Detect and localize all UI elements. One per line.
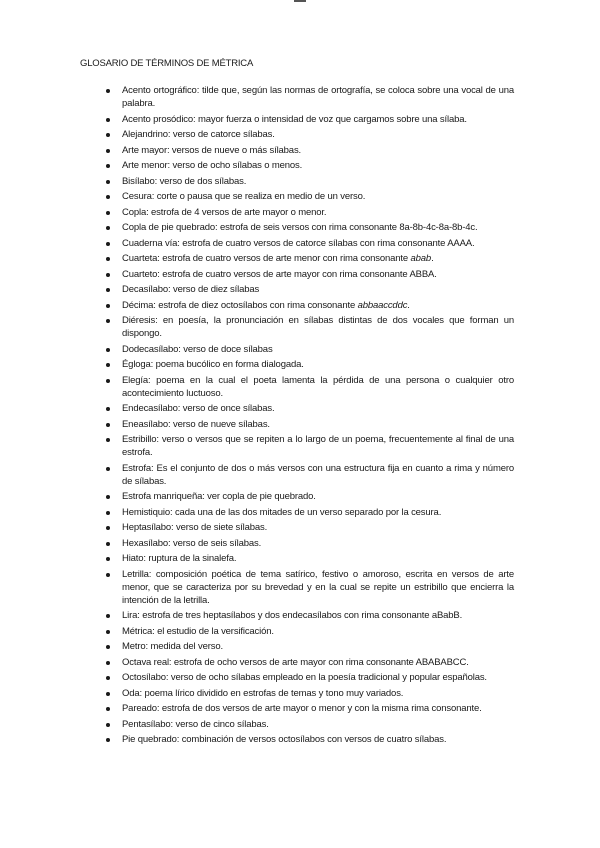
bullet-icon xyxy=(106,438,110,442)
glossary-item-text xyxy=(122,434,514,458)
glossary-definition: Decasílabo: verso de diez sílabas xyxy=(122,284,260,295)
bullet-icon xyxy=(106,118,110,122)
glossary-item xyxy=(122,221,514,234)
glossary-definition: Pareado: estrofa de dos versos de arte mayor o menor y con la misma rima consonante. xyxy=(122,703,482,714)
glossary-definition: Arte mayor: versos de nueve o más sílabas. xyxy=(122,144,302,156)
rhyme-scheme: abab xyxy=(410,253,432,264)
glossary-item xyxy=(122,537,514,550)
glossary-item-text xyxy=(122,734,446,745)
glossary-definition: Hemistiquio: cada una de las dos mitades de un verso separado por la cesura. xyxy=(122,506,442,518)
glossary-item-text xyxy=(122,507,441,518)
glossary-item-text xyxy=(122,191,365,202)
glossary-item-text xyxy=(122,114,467,125)
glossary-item xyxy=(122,144,514,157)
glossary-definition: Pentasílabo: verso de cinco sílabas. xyxy=(122,718,269,730)
glossary-punctuation: . xyxy=(407,299,410,311)
glossary-item-text xyxy=(122,463,514,487)
glossary-item-text xyxy=(122,315,514,339)
glossary-item xyxy=(122,113,514,126)
glossary-definition: Estribillo: verso o versos que se repiten a lo largo de un poema, frecuentemente al final de una estrofa. xyxy=(122,434,514,458)
bullet-icon xyxy=(106,211,110,215)
glossary-definition: Métrica: el estudio de la versificación. xyxy=(122,625,274,637)
glossary-item-text xyxy=(122,688,403,699)
bullet-icon xyxy=(106,379,110,383)
bullet-icon xyxy=(106,133,110,137)
bullet-icon xyxy=(106,348,110,352)
glossary-item xyxy=(122,343,514,356)
glossary-item xyxy=(122,490,514,503)
glossary-item xyxy=(122,640,514,653)
glossary-definition: Metro: medida del verso. xyxy=(122,641,223,652)
glossary-definition: Heptasílabo: verso de siete sílabas. xyxy=(122,522,268,533)
glossary-item-text xyxy=(122,129,275,140)
glossary-punctuation: . xyxy=(431,253,434,264)
bullet-icon xyxy=(106,257,110,261)
glossary-list xyxy=(0,84,600,749)
glossary-item xyxy=(122,671,514,684)
glossary-item-text xyxy=(122,344,273,355)
glossary-item-text xyxy=(122,403,275,414)
bullet-icon xyxy=(106,89,110,93)
glossary-item xyxy=(122,625,514,638)
glossary-item-text xyxy=(122,569,514,606)
glossary-definition: Cuaderna vía: estrofa de cuatro versos de catorce sílabas con rima consonante AAAA. xyxy=(122,237,475,249)
glossary-definition: Octosílabo: verso de ocho sílabas empleado en la poesía tradicional y popular españolas. xyxy=(122,672,487,683)
glossary-item-text xyxy=(122,160,302,171)
bullet-icon xyxy=(106,692,110,696)
glossary-item-text xyxy=(122,253,434,264)
glossary-definition: Acento ortográfico: tilde que, según las normas de ortografía, se coloca sobre una vocal de una palabra. xyxy=(122,85,514,109)
glossary-item xyxy=(122,283,514,296)
glossary-definition: Eneasílabo: verso de nueve sílabas. xyxy=(122,418,270,430)
bullet-icon xyxy=(106,164,110,168)
bullet-icon xyxy=(106,526,110,530)
bullet-icon xyxy=(106,319,110,323)
bullet-icon xyxy=(106,573,110,577)
glossary-item xyxy=(122,314,514,340)
glossary-item-text xyxy=(122,626,274,637)
bullet-icon xyxy=(106,707,110,711)
glossary-definition: Hiato: ruptura de la sinalefa. xyxy=(122,553,237,564)
glossary-item xyxy=(122,433,514,459)
glossary-definition: Hexasílabo: verso de seis sílabas. xyxy=(122,537,262,549)
glossary-item-text xyxy=(122,359,304,370)
glossary-item-text xyxy=(122,522,267,533)
bullet-icon xyxy=(106,467,110,471)
glossary-item-text xyxy=(122,703,482,714)
glossary-definition: Copla de pie quebrado: estrofa de seis versos con rima consonante 8a-8b-4c-8a-8b-4c. xyxy=(122,222,478,233)
bullet-icon xyxy=(106,242,110,246)
bullet-icon xyxy=(106,738,110,742)
glossary-definition: Décima: estrofa de diez octosílabos con rima consonante xyxy=(122,299,358,311)
glossary-item-text xyxy=(122,284,259,295)
glossary-definition: Cesura: corte o pausa que se realiza en medio de un verso. xyxy=(122,191,366,202)
glossary-item xyxy=(122,568,514,607)
glossary-item xyxy=(122,521,514,534)
glossary-definition: Cuarteta: estrofa de cuatro versos de arte menor con rima consonante xyxy=(122,253,411,264)
glossary-item xyxy=(122,84,514,110)
glossary-definition: Elegía: poema en la cual el poeta lamenta la pérdida de una persona o cualquier otro acontecimiento luctuoso. xyxy=(122,374,514,399)
glossary-item xyxy=(122,175,514,188)
bullet-icon xyxy=(106,676,110,680)
glossary-definition: Diéresis: en poesía, la pronunciación en sílabas distintas de dos vocales que forman un dispongo. xyxy=(122,315,514,339)
glossary-item xyxy=(122,374,514,400)
glossary-item xyxy=(122,733,514,746)
glossary-item-text xyxy=(122,419,270,430)
glossary-definition: Endecasílabo: verso de once sílabas. xyxy=(122,403,275,414)
glossary-item xyxy=(122,718,514,731)
bullet-icon xyxy=(106,723,110,727)
glossary-definition: Lira: estrofa de tres heptasílabos y dos endecasílabos con rima consonante aBabB. xyxy=(122,610,463,621)
glossary-item xyxy=(122,462,514,488)
glossary-item-text xyxy=(122,657,469,668)
glossary-item-text xyxy=(122,641,223,652)
glossary-item xyxy=(122,402,514,415)
bullet-icon xyxy=(106,661,110,665)
glossary-definition: Alejandrino: verso de catorce sílabas. xyxy=(122,129,275,140)
glossary-item xyxy=(122,206,514,219)
bullet-icon xyxy=(106,363,110,367)
glossary-item-text xyxy=(122,553,236,564)
glossary-definition: Pie quebrado: combinación de versos octosílabos con versos de cuatro sílabas. xyxy=(122,734,447,745)
bullet-icon xyxy=(106,288,110,292)
glossary-definition: Estrofa: Es el conjunto de dos o más versos con una estructura fija en cuanto a rima y número de sílabas. xyxy=(122,462,514,487)
glossary-definition: Estrofa manriqueña: ver copla de pie quebrado. xyxy=(122,491,316,502)
glossary-item-text xyxy=(122,538,261,549)
rhyme-scheme: abbaaccddc xyxy=(357,299,408,311)
glossary-item xyxy=(122,702,514,715)
glossary-item xyxy=(122,268,514,281)
glossary-item-text xyxy=(122,85,514,109)
glossary-item-text xyxy=(122,238,474,249)
glossary-definition: Cuarteto: estrofa de cuatro versos de arte mayor con rima consonante ABBA. xyxy=(122,268,437,280)
bullet-icon xyxy=(106,407,110,411)
glossary-item xyxy=(122,190,514,203)
glossary-item-text xyxy=(122,145,301,156)
bullet-icon xyxy=(106,180,110,184)
bullet-icon xyxy=(106,273,110,277)
glossary-item xyxy=(122,159,514,172)
glossary-definition: Bisílabo: verso de dos sílabas. xyxy=(122,175,247,187)
bullet-icon xyxy=(106,614,110,618)
bullet-icon xyxy=(106,149,110,153)
glossary-item-text xyxy=(122,719,269,730)
glossary-definition: Copla: estrofa de 4 versos de arte mayor o menor. xyxy=(122,206,327,218)
bullet-icon xyxy=(106,630,110,634)
glossary-item-text xyxy=(122,610,462,621)
glossary-item xyxy=(122,656,514,669)
bullet-icon xyxy=(106,557,110,561)
bullet-icon xyxy=(106,542,110,546)
glossary-item xyxy=(122,552,514,565)
bullet-icon xyxy=(106,511,110,515)
bullet-icon xyxy=(106,195,110,199)
glossary-item xyxy=(122,609,514,622)
glossary-definition: Dodecasílabo: verso de doce sílabas xyxy=(122,343,273,355)
glossary-definition: Oda: poema lírico dividido en estrofas de temas y tono muy variados. xyxy=(122,687,404,699)
glossary-item xyxy=(122,687,514,700)
glossary-item xyxy=(122,506,514,519)
glossary-item xyxy=(122,418,514,431)
glossary-item-text xyxy=(122,672,487,683)
glossary-definition: Égloga: poema bucólico en forma dialogada. xyxy=(122,359,304,370)
glossary-item-text xyxy=(122,491,316,502)
bullet-icon xyxy=(106,226,110,230)
glossary-item-text xyxy=(122,176,246,187)
glossary-definition: Acento prosódico: mayor fuerza o intensidad de voz que cargamos sobre una sílaba. xyxy=(122,113,467,125)
glossary-item xyxy=(122,299,514,312)
glossary-definition: Arte menor: verso de ocho sílabas o menos. xyxy=(122,160,303,171)
glossary-item xyxy=(122,252,514,265)
page-header-mark xyxy=(294,0,306,2)
glossary-item-text xyxy=(122,207,326,218)
glossary-item-text xyxy=(122,222,477,233)
document-title: GLOSARIO DE TÉRMINOS DE MÉTRICA xyxy=(80,58,254,69)
glossary-definition: Letrilla: composición poética de tema satírico, festivo o amoroso, escrita en versos de arte menor, que se caracteriza por su brevedad y en la cual se repite un estribillo que encierra la intención de la letrilla. xyxy=(122,568,514,606)
glossary-item-text xyxy=(122,300,410,311)
bullet-icon xyxy=(106,423,110,427)
bullet-icon xyxy=(106,645,110,649)
glossary-item xyxy=(122,358,514,371)
glossary-definition: Octava real: estrofa de ocho versos de arte mayor con rima consonante ABABABCC. xyxy=(122,656,469,668)
glossary-item-text xyxy=(122,375,514,399)
glossary-item xyxy=(122,237,514,250)
bullet-icon xyxy=(106,304,110,308)
glossary-item xyxy=(122,128,514,141)
glossary-item-text xyxy=(122,269,437,280)
bullet-icon xyxy=(106,495,110,499)
